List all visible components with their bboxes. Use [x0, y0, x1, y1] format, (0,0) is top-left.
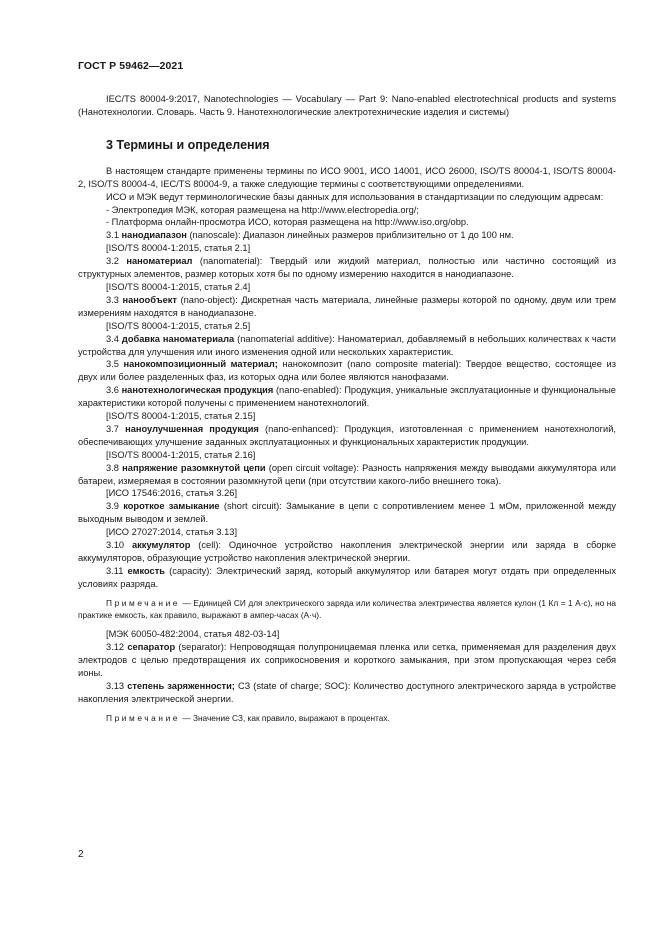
note-label: Примечание: [106, 597, 181, 608]
term-source: [ISO/TS 80004-1:2015, статья 2.16]: [106, 449, 256, 460]
term-number: 3.3: [106, 294, 119, 305]
list-item: - Электропедия МЭК, которая размещена на http://www.electropedia.org/;: [106, 204, 419, 215]
term-entry: [78, 462, 616, 488]
term-definition: СЗ (state of charge; SOC): Количество доступного электрического заряда в устройстве накопления электрической энергии.: [78, 680, 616, 704]
term-number: 3.6: [106, 385, 119, 396]
normative-reference: IEC/TS 80004-9:2017, Nanotechnologies — Vocabulary — Part 9: Nano-enabled electrotechnical products and systems (Нанотехнологии. Словарь. Часть 9. Нанотехнологические электротехнические изделия и системы): [78, 94, 616, 117]
term-entry: [78, 294, 616, 320]
term-entry: [78, 333, 616, 359]
term-source: [ИСО 17546:2016, статья 3.26]: [106, 488, 238, 499]
term-number: 3.9: [106, 501, 119, 512]
term-name: аккумулятор: [131, 540, 191, 551]
term-definition: (short circuit): Замыкание в цепи с сопротивлением менее 1 мОм, приложенной между выходным выводом и землей.: [78, 501, 616, 525]
term-definition: (nanoscale): Диапазон линейных размеров приблизительно от 1 до 100 нм.: [186, 230, 514, 241]
term-source: [ISO/TS 80004-1:2015, статья 2.15]: [106, 411, 256, 422]
page-content: [78, 93, 616, 731]
term-number: 3.4: [106, 333, 119, 344]
term-name: наноулучшенная продукция: [125, 423, 259, 434]
term-definition: (nanomaterial additive): Наноматериал, добавляемый в небольших количествах к части устройства для улучшения или иного изменения одной или нескольких характеристик.: [78, 333, 616, 357]
term-number: 3.12: [106, 642, 125, 653]
term-definition: нанокомпозит (nano composite material): Твердое вещество, состоящее из двух или более разделенных фаз, из которых одна или более являются нанофазами.: [78, 359, 616, 383]
term-source: [ISO/TS 80004-1:2015, статья 2.1]: [106, 243, 251, 254]
document-header: ГОСТ Р 59462—2021: [78, 60, 184, 72]
term-name: степень заряженности;: [127, 680, 235, 691]
term-entry: [78, 500, 616, 526]
term-name: нанокомпозиционный материал;: [123, 359, 278, 370]
term-number: 3.13: [106, 680, 125, 691]
term-number: 3.1: [106, 230, 119, 241]
term-source: [ИСО 27027:2014, статья 3.13]: [106, 527, 238, 538]
note-label: Примечание: [106, 712, 181, 723]
term-name: емкость: [127, 565, 165, 576]
term-entry: [78, 255, 616, 281]
list-item: - Платформа онлайн-просмотра ИСО, которая размещена на http://www.iso.org/obp.: [106, 217, 469, 228]
term-definition: (nano-object): Дискретная часть материала, линейные размеры которой по одному, двум или трем измерениям находятся в нанодиапазоне.: [78, 294, 616, 318]
term-number: 3.7: [106, 423, 119, 434]
term-name: нанодиапазон: [121, 230, 187, 241]
section-title: 3 Термины и определения: [106, 137, 270, 152]
page-number: 2: [78, 849, 84, 860]
term-source: [ISO/TS 80004-1:2015, статья 2.4]: [106, 281, 251, 292]
term-entry: [78, 358, 616, 384]
term-entry: [78, 384, 616, 410]
term-definition: (nanomaterial): Твердый или жидкий материал, полностью или частично состоящий из структурных элементов, размер которых хотя бы по одному измерению находится в нанодиапазоне.: [78, 256, 616, 280]
section-paragraph: В настоящем стандарте применены термины по ИСО 9001, ИСО 14001, ИСО 26000, ISO/TS 80004-1, ISO/TS 80004-2, ISO/TS 80004-4, IEC/TS 80004-9, а также следующие термины с соответствующими определениями.: [78, 165, 616, 189]
term-number: 3.2: [106, 256, 119, 267]
term-number: 3.11: [106, 565, 124, 576]
term-source: [ISO/TS 80004-1:2015, статья 2.5]: [106, 320, 251, 331]
term-name: нанотехнологическая продукция: [121, 385, 274, 396]
term-definition: (nano-enabled): Продукция, уникальные эксплуатационные и функциональные характеристики которой получены с применением нанотехнологий.: [78, 385, 616, 409]
term-entry: [78, 539, 616, 565]
term-entry: [78, 565, 616, 591]
term-definition: (capacity): Электрический заряд, который аккумулятор или батарея могут отдать при определенных условиях разряда.: [78, 565, 616, 589]
term-entry: [78, 641, 616, 680]
section-paragraph: ИСО и МЭК ведут терминологические базы данных для использования в стандартизации по следующим адресам:: [106, 191, 604, 202]
term-name: наноматериал: [126, 256, 193, 267]
term-name: добавка наноматериала: [121, 333, 235, 344]
term-definition: (open circuit voltage): Разность напряжения между выводами аккумулятора или батареи, измеряемая в состоянии разомкнутой цепи (при отсутствии какого-либо внешнего тока).: [78, 462, 616, 486]
term-entry: [78, 680, 616, 706]
term-note: [78, 597, 616, 621]
term-definition: (nano-enhanced): Продукция, изготовленная с применением нанотехнологий, обеспечивающих улучшение заданных эксплуатационных и функциональных характеристик продукции.: [78, 423, 616, 447]
term-number: 3.8: [106, 462, 119, 473]
term-note: [78, 712, 616, 724]
term-definition: (cell): Одиночное устройство накопления электрической энергии или заряда в сборке аккумуляторов, образующие устройство накопления электрической энергии.: [78, 540, 616, 563]
term-number: 3.10: [106, 540, 125, 551]
term-number: 3.5: [106, 359, 119, 370]
term-entry: [78, 229, 616, 242]
term-name: сепаратор: [127, 642, 176, 653]
term-definition: (separator): Непроводящая полупроницаемая пленка или сетка, применяемая для разделения двух электродов с целью предотвращения их соприкосновения и короткого замыкания, при этом пропускающая через себя ионы.: [78, 642, 616, 678]
term-source: [МЭК 60050-482:2004, статья 482-03-14]: [106, 629, 280, 640]
term-name: нанообъект: [122, 294, 177, 305]
term-name: короткое замыкание: [123, 501, 220, 512]
term-entry: [78, 423, 616, 449]
note-text: — Значение СЗ, как правило, выражают в процентах.: [180, 712, 390, 723]
note-text: — Единицей СИ для электрического заряда или количества электричества является кулон (1 Кл = 1 А·с), но на практике емкость, как правило, выражают в ампер-часах (А·ч).: [78, 597, 616, 620]
term-name: напряжение разомкнутой цепи: [122, 462, 266, 473]
